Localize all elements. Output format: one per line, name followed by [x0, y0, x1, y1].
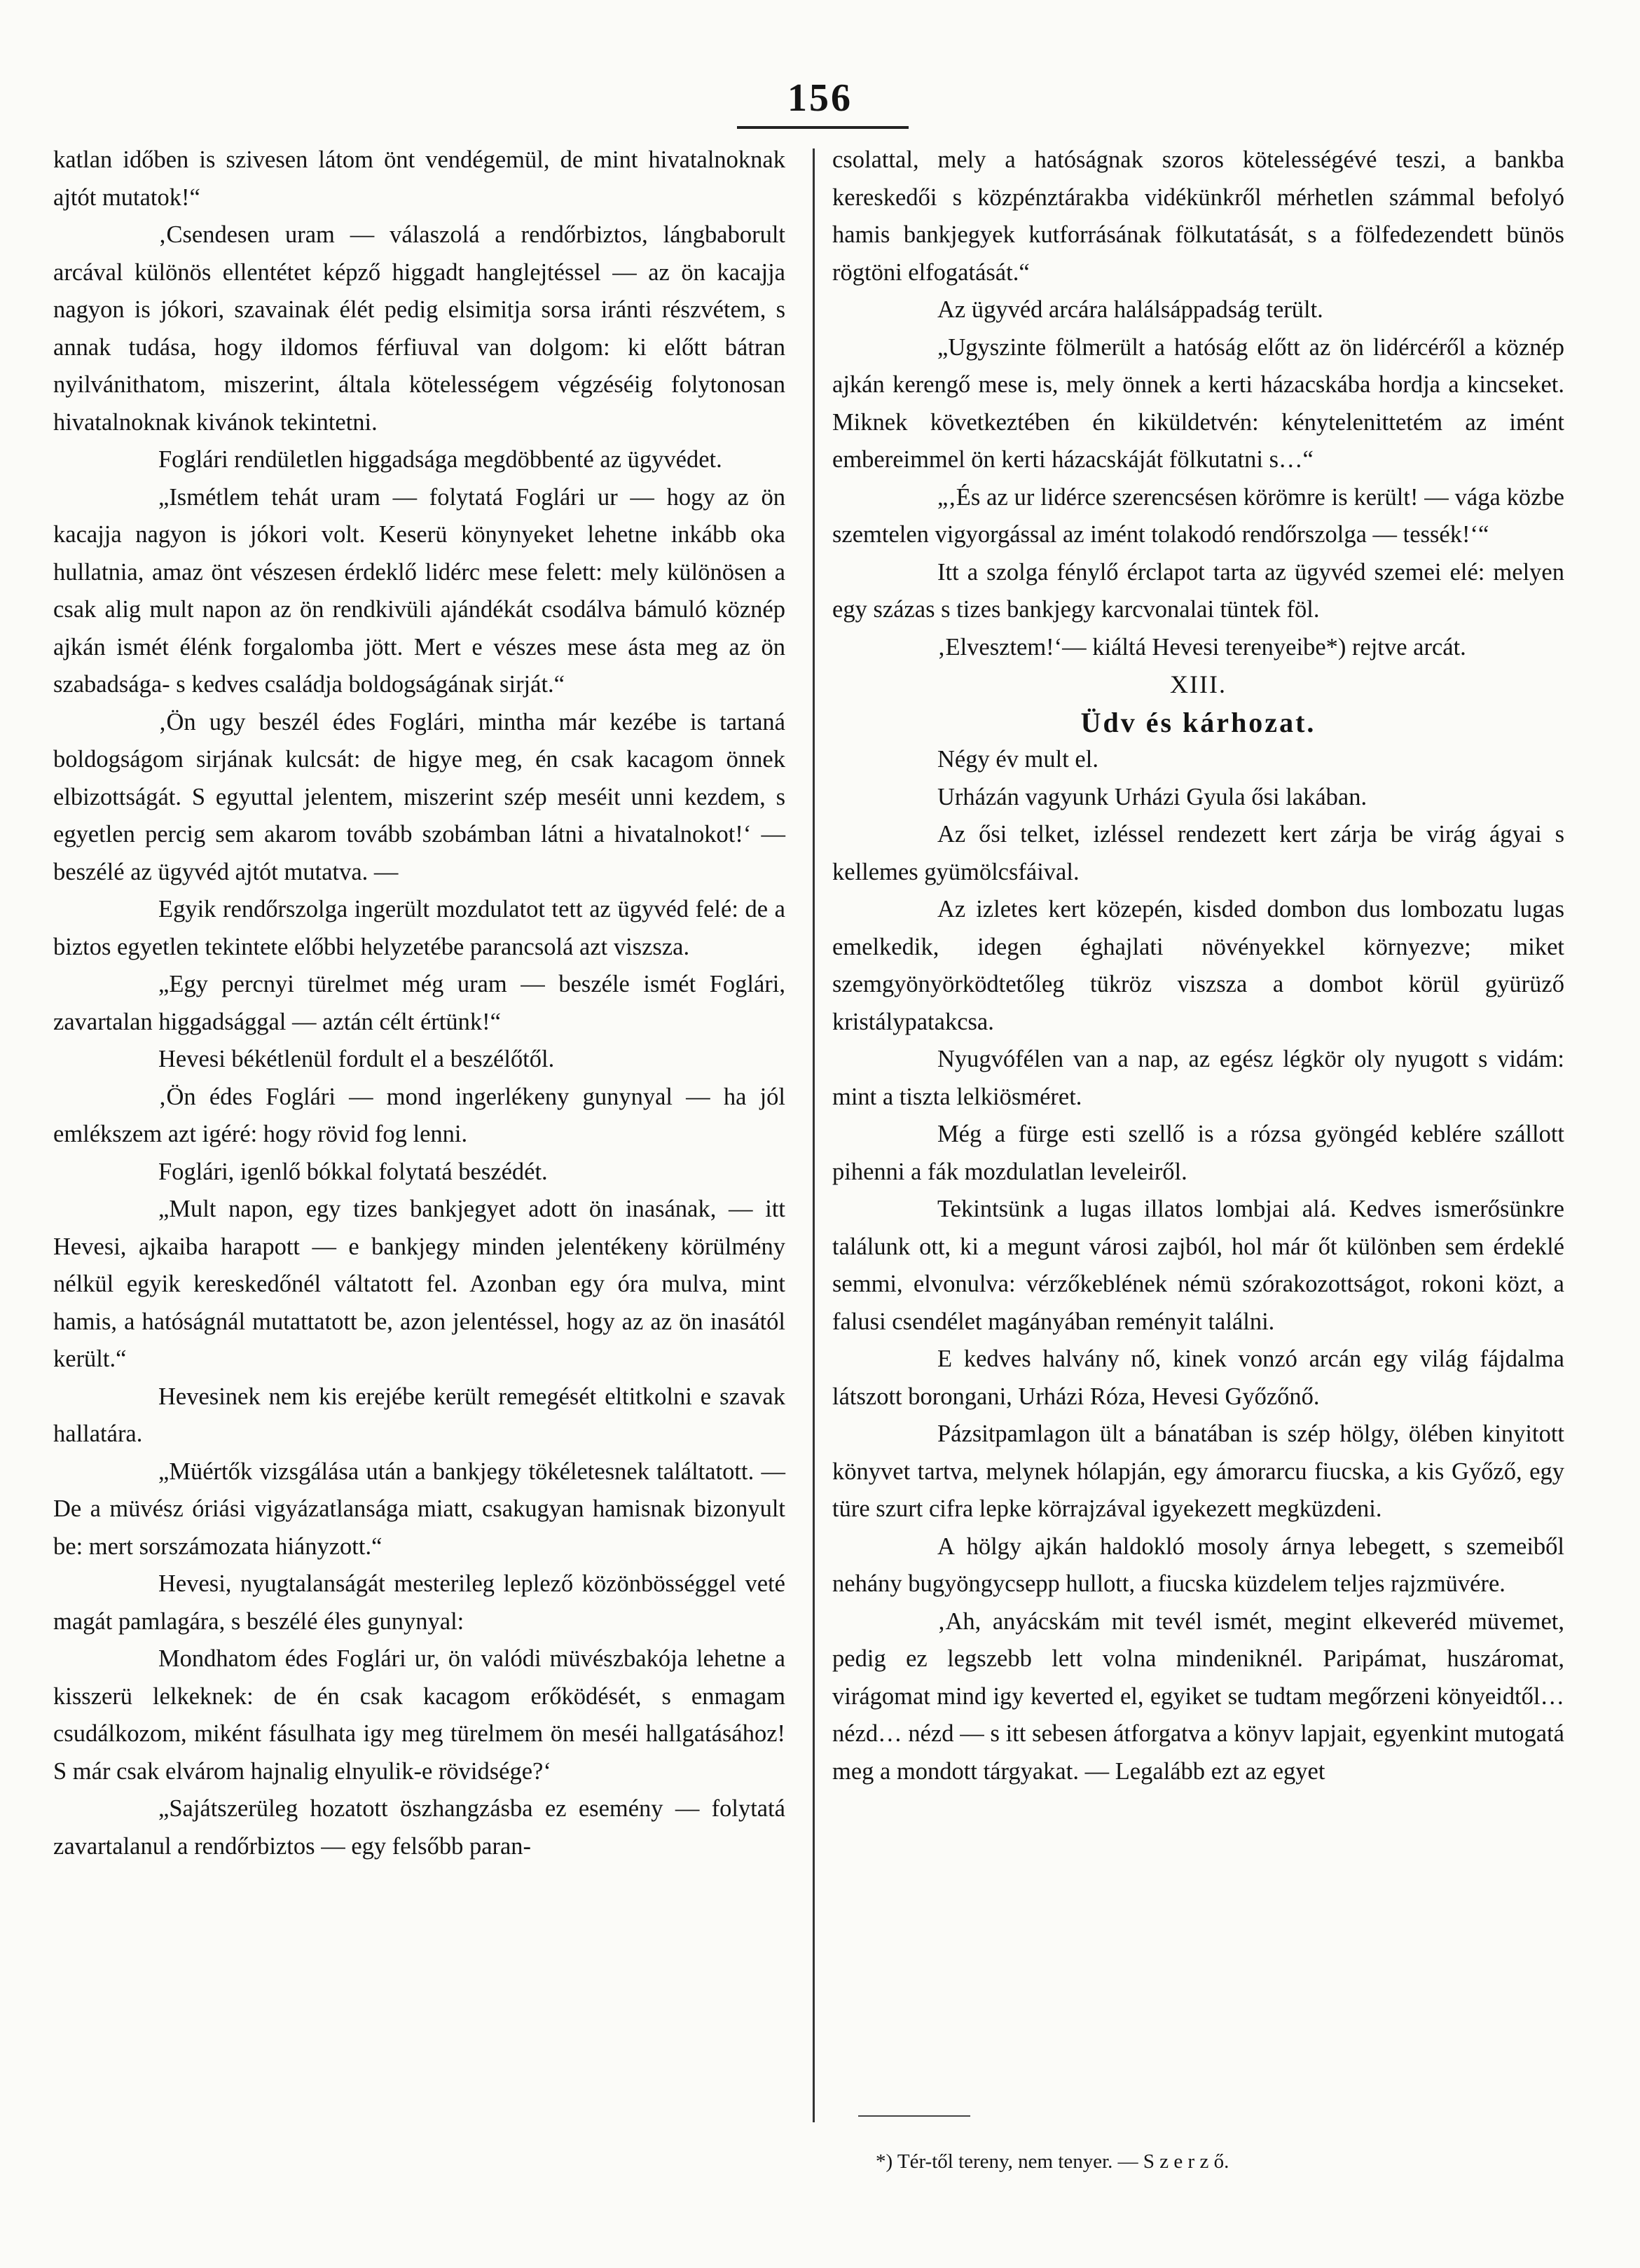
paragraph: Az ősi telket, izléssel rendezett kert zárja be virág ágyai s kellemes gyümölcsfáival. — [832, 821, 1564, 885]
paragraph: Az ügyvéd arcára halálsáppadság terült. — [937, 296, 1323, 323]
paragraph: Urházán vagyunk Urházi Gyula ősi lakában. — [937, 783, 1367, 810]
footnote: *) Tér-től tereny, nem tenyer. — S z e r z ő. — [876, 2150, 1229, 2173]
chapter-number: XIII. — [1170, 670, 1227, 698]
paragraph: Az izletes kert közepén, kisded dombon dus lombozatu lugas emelkedik, idegen éghajlati növényekkel környezve; miket szemgyönyörködtetőleg tükröz viszsza a dombot körül gyürüző kristálypatakcsa. — [832, 896, 1564, 1035]
paragraph: ‚Ön édes Foglári — mond ingerlékeny gunynyal — ha jól emlékszem azt igéré: hogy rövid fog lenni. — [53, 1083, 785, 1147]
header-rule — [737, 126, 909, 129]
page-number: 156 — [787, 76, 853, 120]
paragraph: csolattal, mely a hatóságnak szoros kötelességévé teszi, a bankba kereskedői s közpénztárakba vidékünkről mérhetlen számmal befolyó hamis bankjegyek kutforrásának fölkutatását, s a fölfedezendett bünös rögtöni elfogatását.“ — [832, 146, 1564, 286]
paragraph: katlan időben is szivesen látom önt vendégemül, de mint hivatalnoknak ajtót mutatok!“ — [53, 146, 785, 211]
paragraph: „Egy percnyi türelmet még uram — beszéle ismét Foglári, zavartalan higgadsággal — aztán célt értünk!“ — [53, 971, 785, 1035]
paragraph: Még a fürge esti szellő is a rózsa gyöngéd keblére szállott pihenni a fák mozdulatlan leveleiről. — [832, 1121, 1564, 1185]
paragraph: Foglári, igenlő bókkal folytatá beszédét. — [158, 1158, 548, 1185]
paragraph: Pázsitpamlagon ült a bánatában is szép hölgy, ölében kinyitott könyvet tartva, melynek hólapján, egy ámorarcu fiucska, a kis Győző, egy türe szurt cifra lepke körrajzával igyekezett megküzdeni. — [832, 1420, 1564, 1522]
paragraph: Itt a szolga fénylő érclapot tarta az ügyvéd szemei elé: melyen egy százas s tizes bankjegy karcvonalai tüntek föl. — [832, 558, 1564, 623]
chapter-title: Üdv és kárhozat. — [1080, 706, 1316, 738]
paragraph: Hevesinek nem kis erejébe került remegését eltitkolni e szavak hallatára. — [53, 1383, 785, 1447]
footnote-rule — [858, 2115, 970, 2117]
paragraph: Mondhatom édes Foglári ur, ön valódi müvészbakója lehetne a kisszerü lelkeknek: de én csak kacagom erőködését, s enmagam csudálkozom, miként fásulhata igy meg türelmem ön meséi hallgatásához! S már csak elvárom hajnalig elnyulik-e rövidsége?‘ — [53, 1645, 785, 1785]
paragraph: „Mult napon, egy tizes bankjegyet adott ön inasának, — itt Hevesi, ajkaiba harapott — e bankjegy minden jelentékeny körülmény nélkül egyik kereskedőnél váltatott fel. Azonban egy óra mulva, mint hamis, a hatóságnál mutattatott be, azon jelentéssel, hogy az az ön inasától került.“ — [53, 1196, 785, 1372]
paragraph: Hevesi békétlenül fordult el a beszélőtől. — [158, 1046, 555, 1072]
paragraph: „Ugyszinte fölmerült a hatóság előtt az ön lidércéről a köznép ajkán kerengő mese is, mely önnek a kerti házacskába hordja a kincseket. Miknek következtében én kiküldetvén: kénytelenittetém az imént embereimmel ön kerti házacskáját fölkutatni s…“ — [832, 333, 1564, 473]
paragraph: Egyik rendőrszolga ingerült mozdulatot tett az ügyvéd felé: de a biztos egyetlen tekintete előbbi helyzetébe parancsolá azt viszsza. — [53, 896, 785, 960]
paragraph: Négy év mult el. — [937, 746, 1098, 773]
paragraph: ‚Elvesztem!‘— kiáltá Hevesi terenyeibe*) rejtve arcát. — [937, 633, 1466, 661]
paragraph: „Sajátszerüleg hozatott öszhangzásba ez esemény — folytatá zavartalanul a rendőrbiztos — egy felsőbb paran- — [53, 1795, 785, 1860]
paragraph: A hölgy ajkán haldokló mosoly árnya lebegett, s szemeiből nehány bugyöngycsepp hullott, a fiucska küzdelem teljes rajzmüvére. — [832, 1533, 1564, 1597]
paragraph: E kedves halvány nő, kinek vonzó arcán egy világ fájdalma látszott borongani, Urházi Róza, Hevesi Győzőnő. — [832, 1346, 1564, 1410]
column-divider — [813, 148, 815, 2122]
paragraph: Foglári rendületlen higgadsága megdöbbenté az ügyvédet. — [158, 446, 722, 473]
left-column — [53, 141, 785, 1865]
paragraph: ‚Ön ugy beszél édes Foglári, mintha már kezébe is tartaná boldogságom sirjának kulcsát: de higye meg, én csak kacagom önnek elbizottságát. S egyuttal jelentem, miszerint szép meséit unni kezdem, s egyetlen percig sem akarom tovább szobámban látni a hivatalnokot!‘ — beszélé az ügyvéd ajtót mutatva. — — [53, 708, 785, 885]
paragraph: Tekintsünk a lugas illatos lombjai alá. Kedves ismerősünkre találunk ott, ki a megunt városi zajból, hol már őt különben sem érdeklé semmi, elvonulva: vérzőkeblének némü szórakozottságot, rokoni közt, a falusi csendélet magányában reményit találni. — [832, 1196, 1564, 1335]
paragraph: ‚Ah, anyácskám mit tevél ismét, megint elkeveréd müvemet, pedig ez legszebb lett volna mindeniknél. Paripámat, huszáromat, virágomat mind igy keverted el, egyiket se tudtam megőrzeni könyeidtől… nézd… nézd — s itt sebesen átforgatva a könyv lapjait, egyenkint mutogatá meg a mondott tárgyakat. — Legalább ezt az egyet — [832, 1607, 1564, 1785]
paragraph: „Ismétlem tehát uram — folytatá Foglári ur — hogy az ön kacajja nagyon is jókori volt. Keserü könynyeket lehetne inkább oka hullatnia, amaz önt vészesen érdeklő lidérc mese felett: mely különösen a csak alig mult napon az ön rendkivüli ajándékát csodálva bámuló köznép ajkán ismét élénk forgalomba jött. Mert e vészes mese ásta meg az ön szabadsága- s kedves családja boldogságának sirját.“ — [53, 483, 785, 698]
paragraph: Nyugvófélen van a nap, az egész légkör oly nyugott s vidám: mint a tiszta lelkiösméret. — [832, 1046, 1564, 1110]
paragraph: ‚Csendesen uram — válaszolá a rendőrbiztos, lángbaborult arcával különös ellentétet képző higgadt hanglejtéssel — az ön kacajja nagyon is jókori, szavainak élét pedig elsimitja sorsa iránti részvétem, s annak tudása, hogy ildomos férfiuval van dolgom: ki előtt bátran nyilvánithatom, miszerint, általa kötelességem végzéséig folytonosan hivatalnoknak kivánok tekintetni. — [53, 221, 785, 436]
paragraph: „Müértők vizsgálása után a bankjegy tökéletesnek találtatott. — De a müvész óriási vigyázatlansága miatt, csakugyan hamisnak bizonyult be: mert sorszámozata hiányzott.“ — [53, 1458, 785, 1560]
paragraph: Hevesi, nyugtalanságát mesterileg leplező közönbösséggel veté magát pamlagára, s beszélé éles gunynyal: — [53, 1570, 785, 1635]
right-column — [832, 141, 1564, 1790]
paragraph: „‚És az ur lidérce szerencsésen körömre is került! — vága közbe szemtelen vigyorgással az imént tolakodó rendőrszolga — tessék!‘“ — [832, 483, 1564, 548]
